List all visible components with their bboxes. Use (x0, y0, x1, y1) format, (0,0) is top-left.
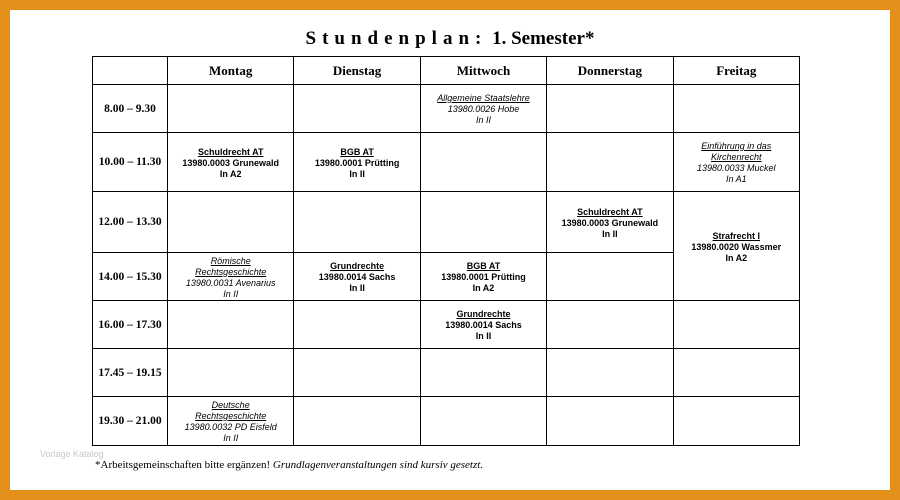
course-cell (168, 253, 294, 301)
course-room: In A2 (219, 168, 242, 179)
time-slot: 17.45 – 19.15 (93, 349, 168, 397)
course-room: In II (475, 331, 492, 341)
course-number: 13980.0031 Avenarius (185, 277, 276, 288)
course-staatslehre (421, 91, 546, 126)
table-row (93, 301, 800, 349)
title-prefix: Stundenplan: (305, 28, 488, 49)
empty-cell (547, 301, 673, 349)
empty-cell (294, 397, 420, 446)
course-name-line1: Deutsche (211, 400, 250, 410)
course-number: 13980.0001 Prütting (441, 272, 526, 282)
course-name: BGB AT (340, 146, 374, 157)
course-name: Grundrechte (330, 261, 385, 271)
table-row (93, 349, 800, 397)
course-strafrecht (674, 229, 799, 264)
empty-cell (420, 192, 546, 253)
course-bgb-di (294, 145, 419, 180)
course-name-line2: Kirchenrecht (711, 152, 762, 162)
course-number: 13980.0014 Sachs (318, 272, 396, 282)
course-name: Allgemeine Staatslehre (437, 93, 530, 103)
empty-cell (294, 192, 420, 253)
course-cell (420, 253, 546, 301)
course-cell (673, 133, 799, 192)
course-deutsche-rg (168, 398, 293, 444)
course-number: 13980.0033 Muckel (697, 163, 776, 173)
course-name: Strafrecht I (712, 230, 761, 241)
course-cell (420, 85, 546, 133)
course-name: Schuldrecht AT (197, 146, 264, 157)
schedule-page (10, 10, 890, 490)
course-cell (547, 192, 673, 253)
course-number: 13980.0020 Wassmer (691, 241, 782, 252)
empty-cell (547, 133, 673, 192)
course-name-line2: Rechtsgeschichte (195, 266, 267, 277)
timetable (92, 56, 800, 446)
empty-cell (547, 85, 673, 133)
course-room: In II (475, 115, 491, 125)
course-bgb-mi (421, 259, 546, 294)
day-header-dienstag: Dienstag (294, 57, 420, 85)
course-room: In A2 (725, 252, 748, 263)
empty-cell (168, 192, 294, 253)
empty-cell (420, 397, 546, 446)
empty-cell (168, 349, 294, 397)
time-slot: 16.00 – 17.30 (93, 301, 168, 349)
course-number: 13980.0003 Grunewald (182, 157, 279, 168)
footnote-normal: *Arbeitsgemeinschaften bitte ergänzen! (95, 459, 273, 471)
time-slot: 14.00 – 15.30 (93, 253, 168, 301)
day-header-freitag: Freitag (673, 57, 799, 85)
course-cell (420, 301, 546, 349)
empty-cell (294, 301, 420, 349)
table-row (93, 85, 800, 133)
title-rest: 1. Semester* (492, 28, 595, 49)
time-slot: 10.00 – 11.30 (93, 133, 168, 192)
course-schuldrecht-mo (168, 145, 293, 180)
corner-cell (93, 57, 168, 85)
course-number: 13980.0014 Sachs (445, 320, 522, 330)
course-room: In II (349, 283, 365, 293)
course-name-line1: Einführung in das (701, 141, 772, 151)
course-cell (294, 253, 420, 301)
table-row (93, 133, 800, 192)
course-schuldrecht-do (547, 205, 672, 240)
course-kirchenrecht (674, 139, 799, 185)
course-grundrechte-mi (421, 307, 546, 342)
empty-cell (420, 349, 546, 397)
course-room: In II (223, 288, 239, 299)
empty-cell (168, 85, 294, 133)
time-slot: 8.00 – 9.30 (93, 85, 168, 133)
course-grundrechte-di (294, 259, 419, 294)
empty-cell (420, 133, 546, 192)
empty-cell (547, 397, 673, 446)
course-room: In II (223, 433, 239, 443)
page-title (10, 28, 890, 50)
course-number: 13980.0026 Hobe (447, 104, 520, 114)
empty-cell (294, 85, 420, 133)
course-name-line2: Rechtsgeschichte (195, 411, 267, 421)
day-header-donnerstag: Donnerstag (547, 57, 673, 85)
table-row (93, 192, 800, 253)
empty-cell (673, 397, 799, 446)
day-header-montag: Montag (168, 57, 294, 85)
course-name: Schuldrecht AT (577, 206, 643, 217)
course-room: In A2 (472, 283, 495, 293)
time-slot: 19.30 – 21.00 (93, 397, 168, 446)
course-roemische-rg (168, 254, 293, 300)
course-cell (294, 133, 420, 192)
course-name: BGB AT (466, 261, 501, 271)
empty-cell (168, 301, 294, 349)
course-cell (673, 192, 799, 301)
course-name: Grundrechte (456, 309, 511, 319)
watermark: Vorlage Katalog (40, 449, 104, 459)
day-header-mittwoch: Mittwoch (420, 57, 546, 85)
empty-cell (673, 301, 799, 349)
course-number: 13980.0032 PD Eisfeld (184, 422, 277, 432)
course-number: 13980.0001 Prütting (314, 157, 400, 168)
course-cell (168, 397, 294, 446)
table-row (93, 397, 800, 446)
empty-cell (547, 349, 673, 397)
course-room: In A1 (725, 174, 747, 184)
time-slot: 12.00 – 13.30 (93, 192, 168, 253)
footnote-italic: Grundlagenveranstaltungen sind kursiv gesetzt. (272, 459, 484, 471)
course-room: In II (602, 228, 618, 239)
empty-cell (673, 85, 799, 133)
course-number: 13980.0003 Grunewald (561, 217, 659, 228)
course-cell (168, 133, 294, 192)
empty-cell (673, 349, 799, 397)
empty-cell (547, 253, 673, 301)
header-row (93, 57, 800, 85)
empty-cell (294, 349, 420, 397)
course-name-line1: Römische (210, 255, 251, 266)
course-room: In II (349, 168, 365, 179)
footnote (95, 459, 483, 471)
